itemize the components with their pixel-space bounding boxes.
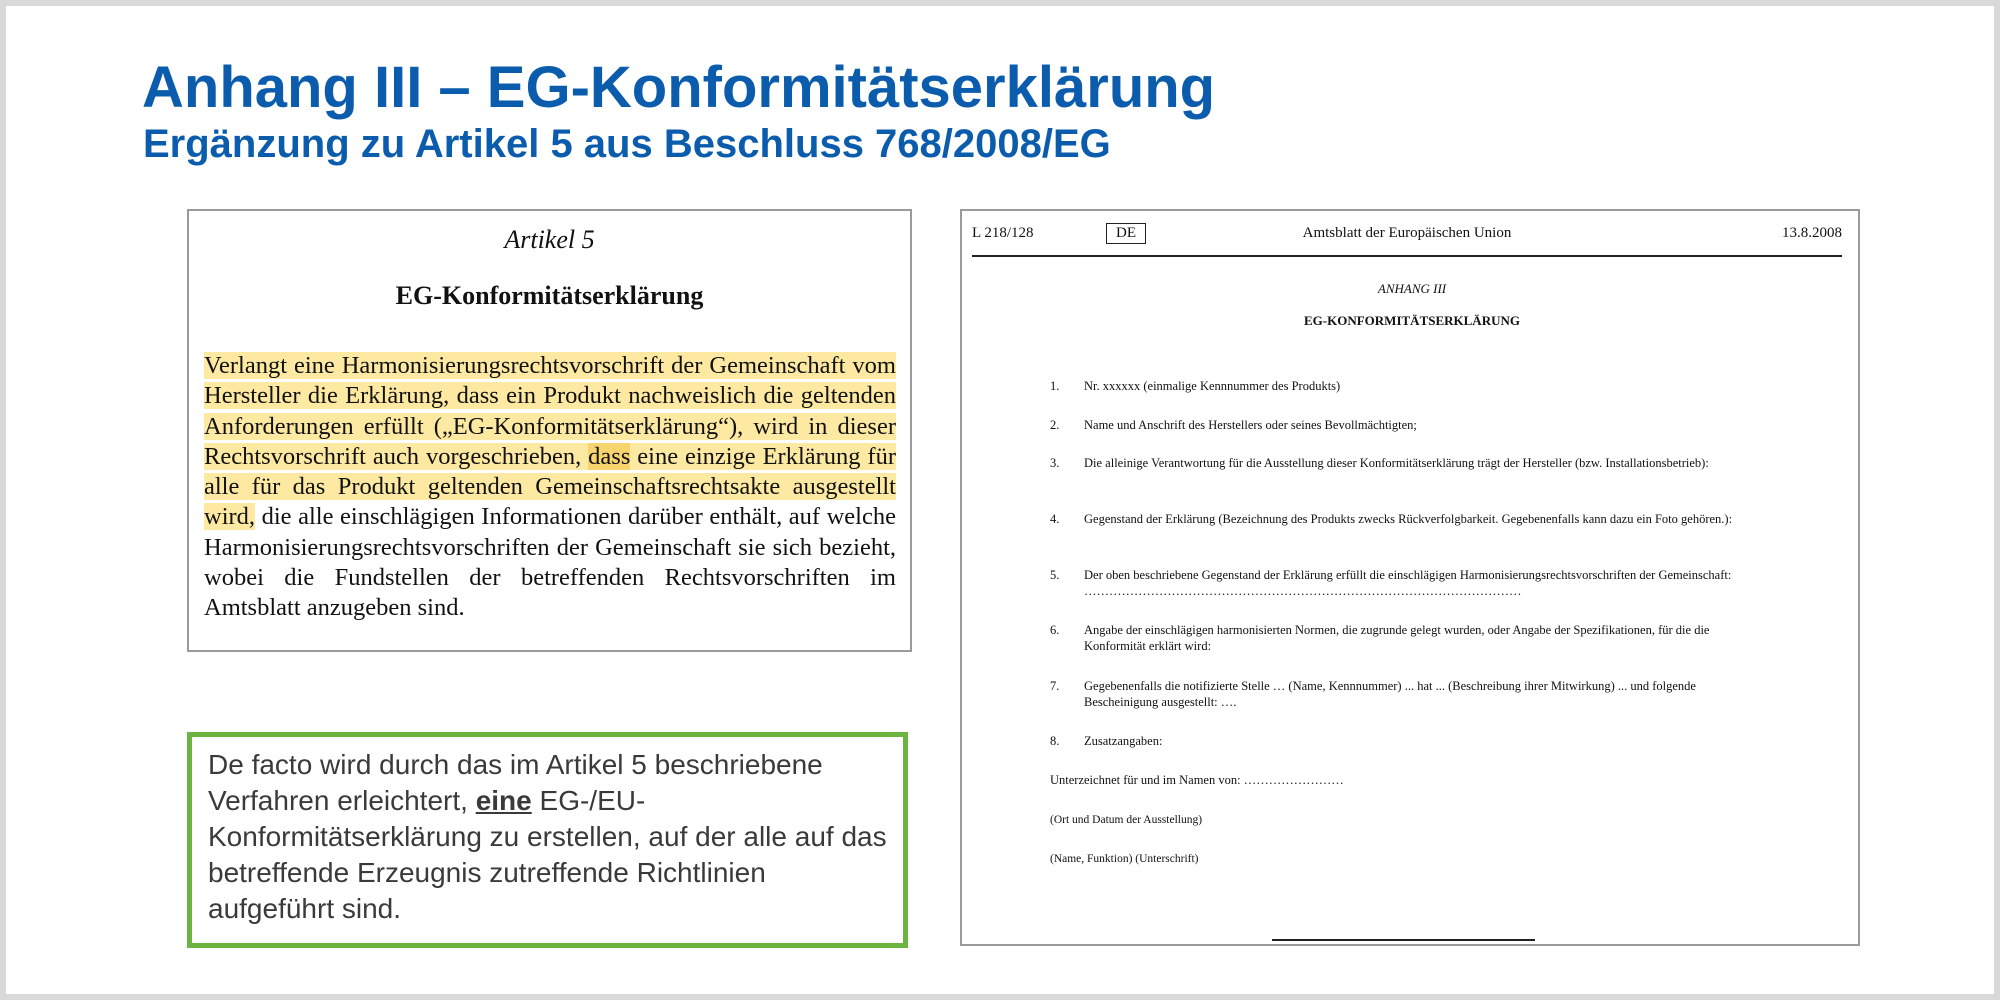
annex-label: ANHANG III: [1377, 281, 1447, 296]
list-item: [1050, 512, 1750, 528]
item-text: Die alleinige Verantwortung für die Ausstellung dieser Konformitätserklärung trägt der Hersteller (bzw. Installationsbetrieb):: [1084, 456, 1709, 470]
list-item: [1050, 456, 1750, 472]
list-item: [1050, 734, 1750, 750]
list-item: [1050, 623, 1750, 654]
item-text: Zusatzangaben:: [1084, 734, 1163, 748]
note-emphasis: eine: [475, 785, 532, 816]
highlighted-text: Verlangt eine Harmonisierungsrechtsvorschrift der Gemeinschaft vom Hersteller die Erklärung, dass ein Produkt nachweislich die geltenden Anforderungen erfüllt („EG-Konformitätserklärung“), wird in dieser Rechtsvorschrift auch vorgeschrieben,: [204, 352, 896, 470]
list-item: [1050, 379, 1750, 395]
item-number: 4.: [1050, 512, 1060, 526]
official-journal-page: [960, 209, 1860, 946]
item-number: 2.: [1050, 418, 1060, 432]
page-rule: [1272, 939, 1535, 941]
slide-subtitle: Ergänzung zu Artikel 5 aus Beschluss 768/2008/EG: [143, 122, 1111, 166]
article-text-rest: die alle einschlägigen Informationen darüber enthält, auf welche Harmonisierungsrechtsvorschriften der Gemeinschaft sie sich bezieht, wobei die Fundstellen der betreffenden Rechtsvorschriften im Amtsblatt anzugeben sind.: [204, 503, 896, 622]
article-text: [204, 351, 896, 624]
list-item: [1050, 418, 1750, 434]
item-number: 8.: [1050, 734, 1060, 748]
slide-title: Anhang III – EG-Konformitätserklärung: [142, 55, 1216, 120]
article-heading: EG-Konformitätserklärung: [395, 281, 704, 310]
journal-name: Amtsblatt der Europäischen Union: [1302, 225, 1512, 241]
article-title: Artikel 5: [504, 225, 595, 254]
item-text: Gegebenenfalls die notifizierte Stelle … (Name, Kennnummer) ... hat ... (Beschreibung ihrer Mitwirkung) ... und folgende Bescheinigung ausgestellt: ….: [1084, 679, 1696, 709]
item-number: 5.: [1050, 568, 1060, 582]
item-text: Name und Anschrift des Herstellers oder seines Bevollmächtigten;: [1084, 418, 1417, 432]
item-text: Angabe der einschlägigen harmonisierten Normen, die zugrunde gelegt wurden, oder Angabe der Spezifikationen, für die die Konformität erklärt wird:: [1084, 623, 1710, 653]
signed-on-behalf: Unterzeichnet für und im Namen von: ……………………: [1050, 773, 1344, 787]
note-box: [187, 732, 908, 948]
journal-date: 13.8.2008: [1782, 225, 1842, 241]
item-number: 1.: [1050, 379, 1060, 393]
highlighted-text-continued: eine einzige Erklärung für alle für das Produkt geltenden Gemeinschaftsrechtsakte ausgestellt wird,: [204, 442, 896, 531]
list-item: [1050, 568, 1750, 599]
item-number: 7.: [1050, 679, 1060, 693]
note-text-after: EG-/EU-Konformitätserklärung zu erstellen, auf der alle auf das betreffende Erzeugnis zutreffende Richtlinien aufgeführt sind.: [208, 785, 887, 924]
item-text: Der oben beschriebene Gegenstand der Erklärung erfüllt die einschlägigen Harmonisierungsrechtsvorschriften der Gemeinschaft: ……………………………………………………………………………………………: [1084, 568, 1732, 598]
language-badge: DE: [1106, 223, 1146, 244]
highlighted-word: dass: [588, 442, 631, 470]
note-text-before: De facto wird durch das im Artikel 5 beschriebene Verfahren erleichtert,: [208, 749, 823, 816]
item-number: 6.: [1050, 623, 1060, 637]
slide: [6, 6, 1994, 994]
place-and-date: (Ort und Datum der Ausstellung): [1050, 814, 1203, 826]
item-text: Nr. xxxxxx (einmalige Kennnummer des Produkts): [1084, 379, 1341, 393]
declaration-heading: EG-KONFORMITÄTSERKLÄRUNG: [1304, 313, 1520, 328]
item-text: Gegenstand der Erklärung (Bezeichnung des Produkts zwecks Rückverfolgbarkeit. Gegebenenfalls kann dazu ein Foto gehören.):: [1084, 512, 1733, 526]
journal-header: [972, 225, 1842, 257]
list-item: [1050, 679, 1750, 710]
journal-reference: L 218/128: [972, 225, 1034, 241]
name-and-function: (Name, Funktion) (Unterschrift): [1050, 853, 1199, 865]
article-excerpt: [187, 209, 912, 652]
item-number: 3.: [1050, 456, 1060, 470]
